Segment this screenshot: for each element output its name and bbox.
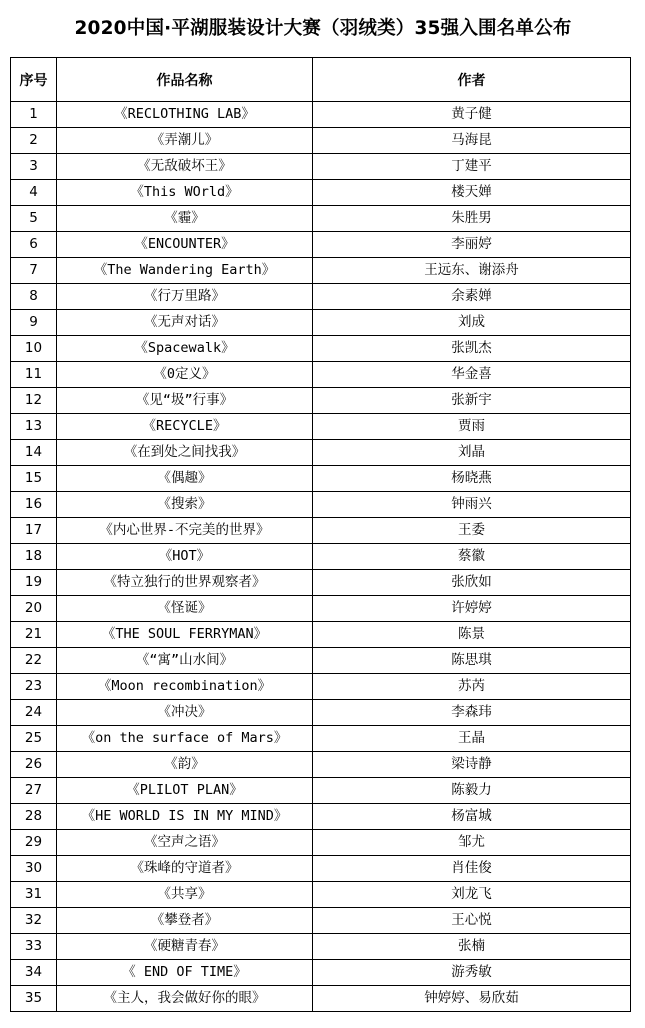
table-row bbox=[11, 544, 631, 570]
table-row bbox=[11, 648, 631, 674]
table-row bbox=[11, 674, 631, 700]
author-name: 朱胜男 bbox=[313, 206, 631, 232]
row-number: 3 bbox=[11, 154, 57, 180]
row-number: 32 bbox=[11, 908, 57, 934]
author-name: 钟婷婷、易欣茹 bbox=[313, 986, 631, 1012]
author-name: 游秀敏 bbox=[313, 960, 631, 986]
table-row bbox=[11, 700, 631, 726]
row-number: 20 bbox=[11, 596, 57, 622]
row-number: 1 bbox=[11, 102, 57, 128]
work-title: 《韵》 bbox=[57, 752, 313, 778]
author-name: 梁诗静 bbox=[313, 752, 631, 778]
work-title: 《This WOrld》 bbox=[57, 180, 313, 206]
row-number: 25 bbox=[11, 726, 57, 752]
row-number: 35 bbox=[11, 986, 57, 1012]
row-number: 7 bbox=[11, 258, 57, 284]
table-row bbox=[11, 206, 631, 232]
author-name: 钟雨兴 bbox=[313, 492, 631, 518]
work-title: 《搜索》 bbox=[57, 492, 313, 518]
author-name: 张凯杰 bbox=[313, 336, 631, 362]
author-name: 邹尤 bbox=[313, 830, 631, 856]
work-title: 《0定义》 bbox=[57, 362, 313, 388]
row-number: 29 bbox=[11, 830, 57, 856]
author-name: 蔡徽 bbox=[313, 544, 631, 570]
table-row bbox=[11, 778, 631, 804]
row-number: 5 bbox=[11, 206, 57, 232]
work-title: 《内心世界-不完美的世界》 bbox=[57, 518, 313, 544]
table-row bbox=[11, 804, 631, 830]
table-row bbox=[11, 466, 631, 492]
row-number: 4 bbox=[11, 180, 57, 206]
row-number: 28 bbox=[11, 804, 57, 830]
work-title: 《ENCOUNTER》 bbox=[57, 232, 313, 258]
row-number: 19 bbox=[11, 570, 57, 596]
work-title: 《偶趣》 bbox=[57, 466, 313, 492]
author-name: 陈思琪 bbox=[313, 648, 631, 674]
author-name: 张欣如 bbox=[313, 570, 631, 596]
work-title: 《共享》 bbox=[57, 882, 313, 908]
work-title: 《怪诞》 bbox=[57, 596, 313, 622]
work-title: 《无敌破坏王》 bbox=[57, 154, 313, 180]
table-row bbox=[11, 960, 631, 986]
author-name: 李丽婷 bbox=[313, 232, 631, 258]
row-number: 10 bbox=[11, 336, 57, 362]
work-title: 《在到处之间找我》 bbox=[57, 440, 313, 466]
work-title: 《硬糖青春》 bbox=[57, 934, 313, 960]
work-title: 《弄潮儿》 bbox=[57, 128, 313, 154]
row-number: 22 bbox=[11, 648, 57, 674]
author-name: 杨富城 bbox=[313, 804, 631, 830]
table-row bbox=[11, 596, 631, 622]
table-row bbox=[11, 752, 631, 778]
table-row bbox=[11, 492, 631, 518]
row-number: 18 bbox=[11, 544, 57, 570]
work-title: 《PLILOT PLAN》 bbox=[57, 778, 313, 804]
page-title: 2020中国·平湖服装设计大赛（羽绒类）35强入围名单公布 bbox=[74, 18, 572, 39]
table-row bbox=[11, 154, 631, 180]
table-row bbox=[11, 726, 631, 752]
table-row bbox=[11, 856, 631, 882]
work-title: 《Spacewalk》 bbox=[57, 336, 313, 362]
row-number: 21 bbox=[11, 622, 57, 648]
row-number: 13 bbox=[11, 414, 57, 440]
row-number: 2 bbox=[11, 128, 57, 154]
table-row bbox=[11, 882, 631, 908]
author-name: 楼天婵 bbox=[313, 180, 631, 206]
work-title: 《RECYCLE》 bbox=[57, 414, 313, 440]
work-title: 《HE WORLD IS IN MY MIND》 bbox=[57, 804, 313, 830]
author-name: 王心悦 bbox=[313, 908, 631, 934]
row-number: 17 bbox=[11, 518, 57, 544]
table-row bbox=[11, 336, 631, 362]
work-title: 《见“圾”行事》 bbox=[57, 388, 313, 414]
table-row bbox=[11, 622, 631, 648]
row-number: 34 bbox=[11, 960, 57, 986]
work-title: 《Moon recombination》 bbox=[57, 674, 313, 700]
table-row bbox=[11, 362, 631, 388]
row-number: 23 bbox=[11, 674, 57, 700]
table-header-row bbox=[11, 58, 631, 102]
author-name: 丁建平 bbox=[313, 154, 631, 180]
author-name: 陈景 bbox=[313, 622, 631, 648]
author-name: 王晶 bbox=[313, 726, 631, 752]
author-name: 许婷婷 bbox=[313, 596, 631, 622]
header-number: 序号 bbox=[11, 58, 57, 102]
author-name: 张楠 bbox=[313, 934, 631, 960]
row-number: 15 bbox=[11, 466, 57, 492]
table-row bbox=[11, 414, 631, 440]
author-name: 肖佳俊 bbox=[313, 856, 631, 882]
row-number: 11 bbox=[11, 362, 57, 388]
work-title: 《RECLOTHING LAB》 bbox=[57, 102, 313, 128]
finalist-table bbox=[10, 57, 631, 1012]
table-row bbox=[11, 232, 631, 258]
row-number: 16 bbox=[11, 492, 57, 518]
row-number: 26 bbox=[11, 752, 57, 778]
table-row bbox=[11, 908, 631, 934]
table-row bbox=[11, 518, 631, 544]
table-row bbox=[11, 258, 631, 284]
table-row bbox=[11, 128, 631, 154]
work-title: 《行万里路》 bbox=[57, 284, 313, 310]
table-row bbox=[11, 934, 631, 960]
table-row bbox=[11, 986, 631, 1012]
work-title: 《THE SOUL FERRYMAN》 bbox=[57, 622, 313, 648]
author-name: 王委 bbox=[313, 518, 631, 544]
work-title: 《攀登者》 bbox=[57, 908, 313, 934]
work-title: 《空声之语》 bbox=[57, 830, 313, 856]
author-name: 马海昆 bbox=[313, 128, 631, 154]
work-title: 《霾》 bbox=[57, 206, 313, 232]
author-name: 刘晶 bbox=[313, 440, 631, 466]
author-name: 华金喜 bbox=[313, 362, 631, 388]
author-name: 张新宇 bbox=[313, 388, 631, 414]
table-row bbox=[11, 284, 631, 310]
row-number: 27 bbox=[11, 778, 57, 804]
author-name: 杨晓燕 bbox=[313, 466, 631, 492]
author-name: 黄子健 bbox=[313, 102, 631, 128]
work-title: 《HOT》 bbox=[57, 544, 313, 570]
work-title: 《on the surface of Mars》 bbox=[57, 726, 313, 752]
table-row bbox=[11, 180, 631, 206]
author-name: 刘成 bbox=[313, 310, 631, 336]
author-name: 李森玮 bbox=[313, 700, 631, 726]
table-row bbox=[11, 830, 631, 856]
row-number: 9 bbox=[11, 310, 57, 336]
author-name: 王远东、谢添舟 bbox=[313, 258, 631, 284]
row-number: 12 bbox=[11, 388, 57, 414]
header-author: 作者 bbox=[313, 58, 631, 102]
work-title: 《The Wandering Earth》 bbox=[57, 258, 313, 284]
row-number: 14 bbox=[11, 440, 57, 466]
row-number: 8 bbox=[11, 284, 57, 310]
author-name: 刘龙飞 bbox=[313, 882, 631, 908]
header-work-title: 作品名称 bbox=[57, 58, 313, 102]
table-body bbox=[11, 102, 631, 1012]
row-number: 30 bbox=[11, 856, 57, 882]
row-number: 31 bbox=[11, 882, 57, 908]
work-title: 《冲决》 bbox=[57, 700, 313, 726]
work-title: 《主人，我会做好你的眼》 bbox=[57, 986, 313, 1012]
author-name: 贾雨 bbox=[313, 414, 631, 440]
table-row bbox=[11, 440, 631, 466]
author-name: 余素婵 bbox=[313, 284, 631, 310]
table-row bbox=[11, 310, 631, 336]
table-row bbox=[11, 102, 631, 128]
table-row bbox=[11, 570, 631, 596]
author-name: 苏芮 bbox=[313, 674, 631, 700]
work-title: 《特立独行的世界观察者》 bbox=[57, 570, 313, 596]
table-row bbox=[11, 388, 631, 414]
row-number: 6 bbox=[11, 232, 57, 258]
row-number: 24 bbox=[11, 700, 57, 726]
work-title: 《无声对话》 bbox=[57, 310, 313, 336]
row-number: 33 bbox=[11, 934, 57, 960]
work-title: 《 END OF TIME》 bbox=[57, 960, 313, 986]
author-name: 陈毅力 bbox=[313, 778, 631, 804]
work-title: 《珠峰的守道者》 bbox=[57, 856, 313, 882]
work-title: 《“寓”山水间》 bbox=[57, 648, 313, 674]
